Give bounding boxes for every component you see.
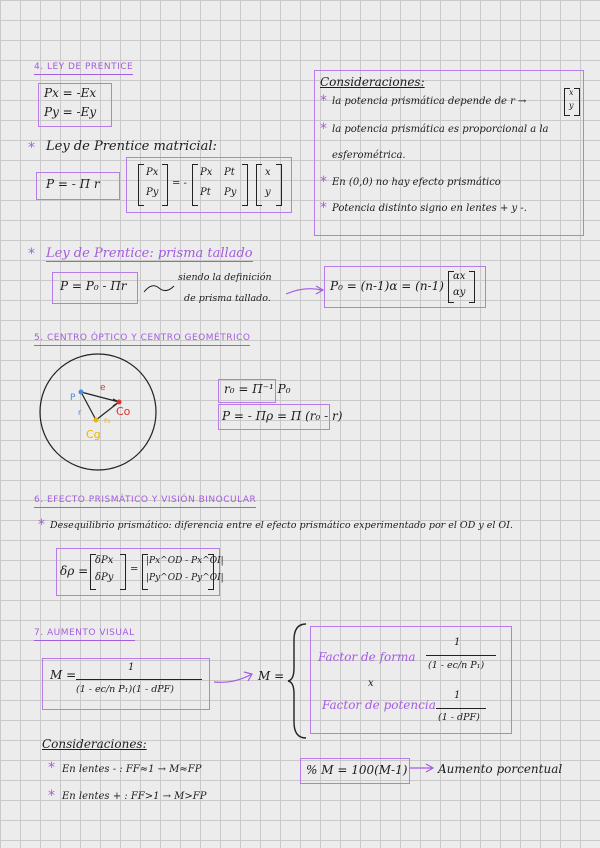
forma-den: (1 - ec/n P₁): [428, 660, 485, 671]
alpha-x: αx: [453, 271, 466, 282]
curly-brace: [288, 622, 308, 740]
lens-diagram: [36, 358, 166, 478]
matrix-m11: Px: [200, 167, 213, 178]
factors-box: [310, 626, 512, 734]
m-factors-lhs: M =: [258, 669, 285, 683]
r-vector-y: y: [569, 101, 574, 110]
prentice-matrix-box: [126, 157, 292, 213]
potencia-fraction-line: [436, 708, 486, 709]
bullet-star-icon: *: [48, 788, 55, 804]
tallado-p0-equation: P₀ = (n-1)α = (n-1): [330, 279, 444, 293]
co-label: Co: [116, 405, 131, 418]
matrix-equals-minus: = -: [172, 178, 187, 189]
times-sign: x: [368, 678, 374, 689]
bullet-star-icon: *: [320, 121, 327, 137]
desequilibrio-rest: diferencia entre el efecto prismático experimentado por el OD y el OI.: [174, 520, 513, 531]
section-5-title: [34, 333, 250, 343]
bracket-left: [138, 164, 144, 206]
arrow-icon: [214, 668, 258, 686]
percent-equation: % M = 100(M-1): [306, 763, 408, 777]
px-equation: Px = -Ex: [44, 86, 97, 100]
e-label: e: [100, 383, 106, 393]
matrix-m22: Py: [224, 187, 237, 198]
tallado-note-2: de prisma tallado.: [184, 293, 271, 304]
consideration-4: Potencia distinto signo en lentes + y -.: [332, 203, 527, 214]
matrix-py: Py: [146, 187, 159, 198]
bracket-right: [162, 164, 168, 206]
bracket-right: [574, 88, 580, 116]
prentice-vector-equation: P = - Π r: [46, 177, 100, 191]
aumento-consideration-2: En lentes + : FF>1 → M>FP: [62, 791, 207, 802]
tallado-note-1: siendo la definición: [178, 272, 272, 283]
r0-label: r₀: [104, 416, 111, 425]
alpha-y: αy: [453, 287, 466, 298]
bullet-star-icon: *: [320, 174, 327, 190]
bullet-star-icon: *: [28, 140, 35, 156]
tallado-equation: P = P₀ - Πr: [60, 279, 127, 293]
matrix-m12: Pt: [224, 167, 235, 178]
forma-label: Factor de forma: [318, 650, 416, 664]
vector-x: x: [265, 167, 271, 178]
m-formula-lhs: M =: [50, 668, 77, 682]
section-5-label: 5. CENTRO ÓPTICO Y CENTRO GEOMÉTRICO: [34, 333, 251, 343]
delta-py: δPy: [95, 572, 114, 583]
bullet-star-icon: *: [320, 93, 327, 109]
considerations-title: Consideraciones:: [320, 75, 425, 89]
bracket-right: [208, 554, 214, 590]
bullet-star-icon: *: [38, 517, 45, 533]
desequilibrio-lead: Desequilibrio prismático:: [50, 520, 172, 531]
m-formula-num: 1: [128, 662, 135, 673]
section-6-label: 6. EFECTO PRISMÁTICO Y VISIÓN BINOCULAR: [34, 495, 257, 505]
delta-py-abs: |Py^OD - Py^OI|: [146, 573, 224, 583]
delta-rho-lhs: δρ =: [60, 564, 89, 578]
bracket-left: [256, 164, 262, 206]
matrix-px: Px: [146, 167, 159, 178]
point-p-label: P: [70, 393, 76, 403]
bracket-right: [120, 554, 126, 590]
tilde-connector: [144, 282, 174, 296]
r-label: r: [78, 408, 82, 417]
r-vector-x: x: [569, 88, 574, 97]
prentice-matrix-title: Ley de Prentice matricial:: [46, 139, 217, 154]
desequilibrio-desc: [50, 520, 513, 531]
bullet-star-icon: *: [320, 200, 327, 216]
consideration-2: la potencia prismática es proporcional a la: [332, 124, 549, 135]
arrow-icon: [410, 762, 436, 774]
bracket-left: [192, 164, 198, 206]
potencia-label: Factor de potencia: [322, 698, 436, 712]
tallado-title: Ley de Prentice: prisma tallado: [46, 246, 253, 261]
section-7-title: [34, 628, 135, 638]
section-4-title: [34, 62, 133, 72]
section-7-label: 7. AUMENTO VISUAL: [34, 628, 135, 638]
delta-px-abs: |Px^OD - Px^OI|: [146, 556, 224, 566]
consideration-1: la potencia prismática depende de r →: [332, 96, 527, 107]
bracket-right: [276, 164, 282, 206]
bullet-star-icon: *: [48, 760, 55, 776]
matrix-m21: Pt: [200, 187, 211, 198]
section-4-label: 4. LEY DE PRENTICE: [34, 62, 134, 72]
p-equation: P = - Πρ = Π (r₀ - r): [222, 409, 343, 423]
bracket-right: [242, 164, 248, 206]
cg-label: Cg: [86, 428, 101, 441]
forma-fraction-line: [426, 655, 496, 656]
vector-y: y: [265, 187, 271, 198]
desequilibrio-equals: =: [130, 564, 139, 575]
bracket-right: [469, 271, 475, 303]
percent-label: Aumento porcentual: [438, 762, 563, 776]
potencia-num: 1: [454, 690, 461, 701]
potencia-den: (1 - dPF): [438, 712, 480, 723]
section-6-title: [34, 495, 256, 505]
forma-num: 1: [454, 637, 461, 648]
arrow-icon: [286, 284, 326, 298]
delta-px: δPx: [95, 555, 114, 566]
m-formula-den: (1 - ec/n P₁)(1 - dPF): [76, 684, 174, 695]
consideration-2b: esferométrica.: [332, 150, 406, 161]
m-fraction-line: [76, 679, 202, 680]
bullet-star-icon: *: [28, 246, 35, 262]
aumento-considerations-title: Consideraciones:: [42, 737, 147, 751]
py-equation: Py = -Ey: [44, 105, 97, 119]
consideration-3: En (0,0) no hay efecto prismático: [332, 177, 501, 188]
r0-equation: r₀ = Π⁻¹ P₀: [224, 382, 291, 396]
aumento-consideration-1: En lentes - : FF≈1 → M≈FP: [62, 764, 202, 775]
